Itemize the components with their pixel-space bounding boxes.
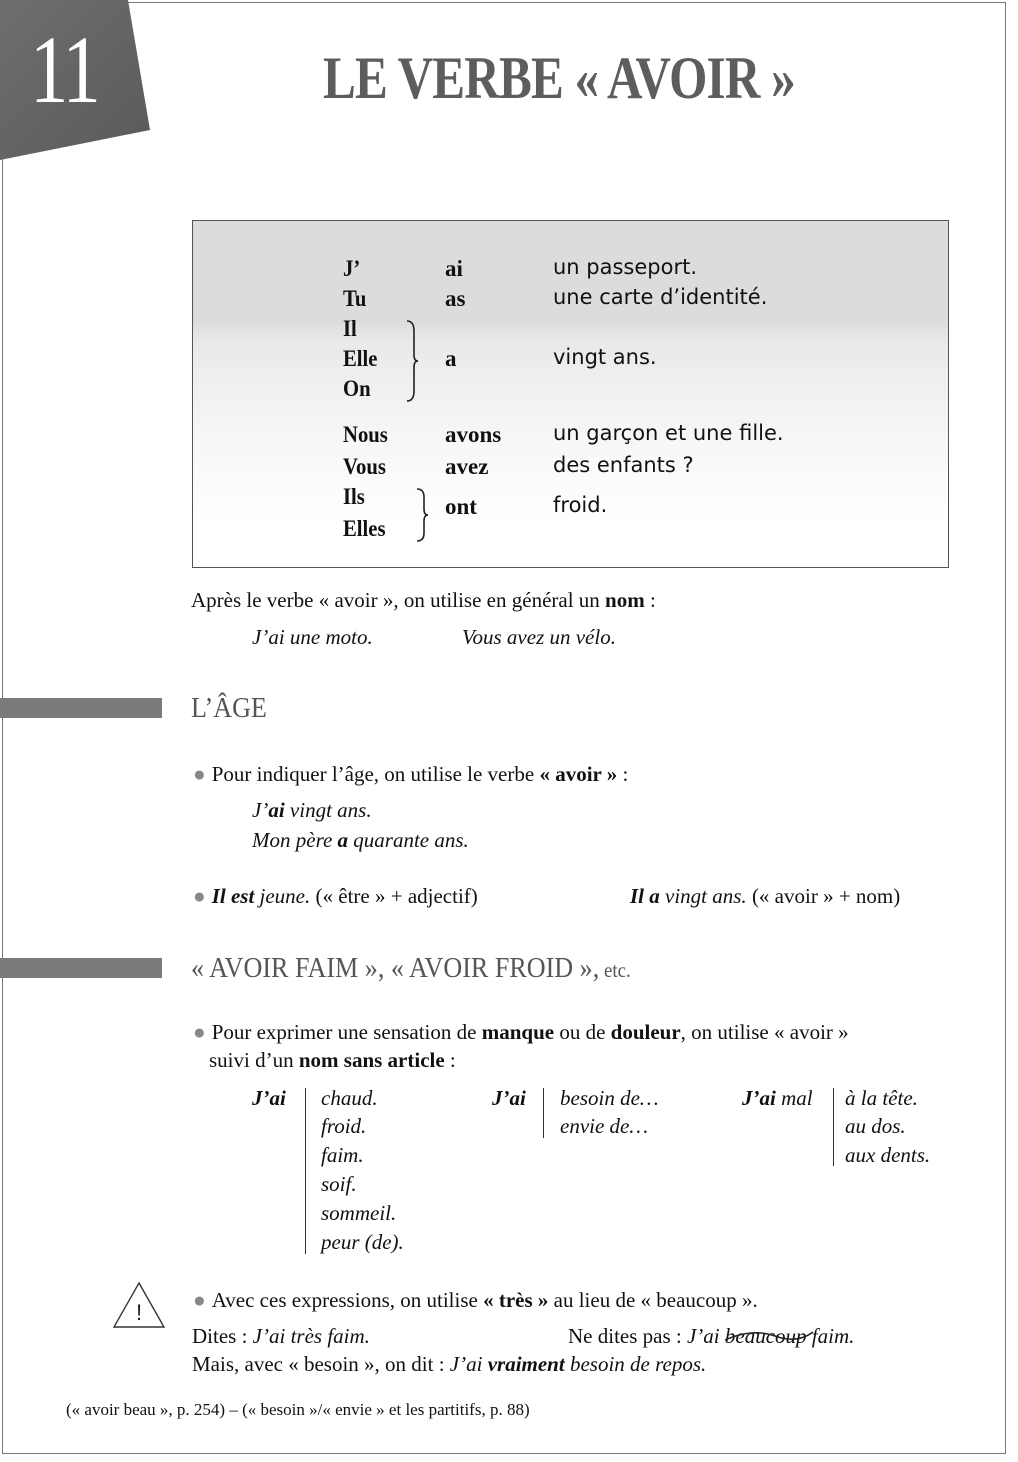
- pronoun: Elle: [343, 346, 378, 371]
- bullet-icon: ●: [193, 1288, 206, 1312]
- faim-bullet: ● Pour exprimer une sensation de manque ou de douleur, on utilise « avoir »: [193, 1020, 849, 1044]
- age-comparison-left: ● Il est jeune. (« être » + adjectif): [193, 884, 478, 908]
- age-comparison-right: Il a vingt ans. (« avoir » + nom): [630, 884, 901, 908]
- faim-item: à la tête.: [845, 1086, 918, 1110]
- intro-text: Après le verbe « avoir », on utilise en général un nom :: [191, 588, 656, 612]
- pronoun: Ils: [343, 484, 365, 509]
- pronoun: Tu: [343, 286, 367, 311]
- pronoun: J’: [343, 256, 361, 281]
- age-bullet: ● Pour indiquer l’âge, on utilise le verbe « avoir » :: [193, 762, 629, 786]
- pronoun: Nous: [343, 422, 388, 447]
- faim-item: besoin de…: [560, 1086, 659, 1110]
- conjugation-row: [343, 423, 393, 446]
- faim-item: envie de…: [560, 1114, 649, 1138]
- chapter-number: 11: [30, 16, 98, 123]
- faim-item: sommeil.: [321, 1201, 397, 1225]
- warning-besoin: Mais, avec « besoin », on dit : J’ai vraiment besoin de repos.: [192, 1352, 707, 1376]
- complement: vingt ans.: [553, 345, 657, 369]
- warning-icon: [112, 1280, 166, 1330]
- faim-item: froid.: [321, 1114, 367, 1138]
- section-title-faim: « AVOIR FAIM », « AVOIR FROID », etc.: [191, 952, 631, 984]
- brace-icon: [415, 487, 429, 543]
- verb-form: avons: [445, 422, 502, 447]
- faim-item: soif.: [321, 1172, 357, 1196]
- brace-icon: [405, 319, 419, 403]
- column-divider: [543, 1088, 544, 1138]
- pronoun: Il: [343, 316, 357, 341]
- warning-ne-dites-pas: Ne dites pas : J’ai beaucoup faim.: [568, 1324, 855, 1348]
- page-title: LE VERBE « AVOIR »: [323, 45, 795, 111]
- complement: des enfants ?: [553, 453, 694, 477]
- complement: un passeport.: [553, 255, 698, 279]
- bullet-icon: ●: [193, 762, 206, 786]
- faim-item: faim.: [321, 1143, 364, 1167]
- verb-form: avez: [445, 454, 489, 479]
- conjugation-row: [343, 455, 391, 478]
- faim-col3-head: J’ai mal: [742, 1086, 813, 1110]
- section-marker: [0, 698, 162, 718]
- complement: une carte d’identité.: [553, 285, 768, 309]
- verb-form: ai: [445, 256, 463, 281]
- pronoun: Vous: [343, 454, 386, 479]
- faim-item: peur (de).: [321, 1230, 404, 1254]
- age-example: Mon père a quarante ans.: [252, 828, 469, 852]
- pronoun: On: [343, 376, 371, 401]
- column-divider: [305, 1088, 306, 1254]
- pronoun: Elles: [343, 516, 386, 541]
- verb-form: a: [445, 346, 457, 371]
- intro-example: Vous avez un vélo.: [462, 625, 616, 649]
- column-divider: [833, 1088, 834, 1166]
- warning-dites: Dites : J’ai très faim.: [192, 1324, 370, 1348]
- verb-form: as: [445, 286, 466, 311]
- struck-word: beaucoup: [725, 1324, 807, 1349]
- footer-references: (« avoir beau », p. 254) – (« besoin »/« envie » et les partitifs, p. 88): [66, 1400, 530, 1419]
- faim-col2-head: J’ai: [492, 1086, 526, 1110]
- verb-form: ont: [445, 494, 477, 519]
- faim-bullet-cont: suivi d’un nom sans article :: [209, 1048, 456, 1072]
- bullet-icon: ●: [193, 884, 206, 908]
- intro-example: J’ai une moto.: [252, 625, 373, 649]
- conjugation-table: [192, 220, 949, 568]
- complement: froid.: [553, 493, 608, 517]
- conjugation-row: [343, 287, 369, 310]
- faim-item: aux dents.: [845, 1143, 931, 1167]
- bullet-icon: ●: [193, 1020, 206, 1044]
- conjugation-row: [343, 257, 362, 280]
- faim-item: au dos.: [845, 1114, 906, 1138]
- svg-text:!: !: [135, 1300, 143, 1325]
- faim-col1-head: J’ai: [252, 1086, 286, 1110]
- age-example: J’ai vingt ans.: [252, 798, 372, 822]
- faim-item: chaud.: [321, 1086, 378, 1110]
- warning-bullet: ● Avec ces expressions, on utilise « très » au lieu de « beaucoup ».: [193, 1288, 758, 1312]
- section-title-age: L’ÂGE: [191, 692, 267, 724]
- section-marker: [0, 958, 162, 978]
- complement: un garçon et une fille.: [553, 421, 784, 445]
